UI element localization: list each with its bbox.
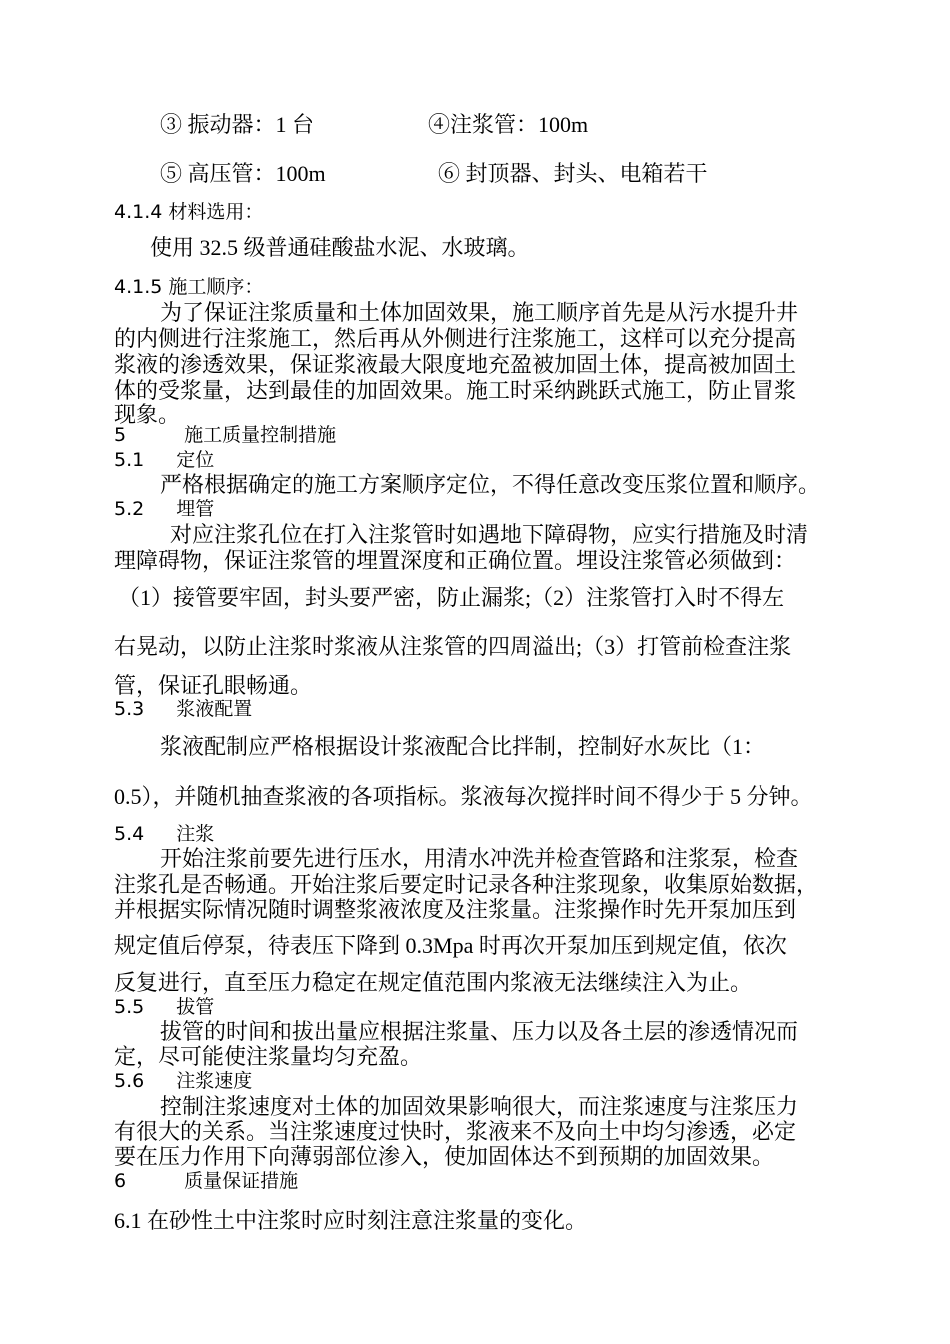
equipment-item-4: ④注浆管：100m — [428, 112, 589, 137]
section-title: 注浆速度 — [176, 1070, 253, 1092]
paragraph-line: 理障碍物，保证注浆管的埋置深度和正确位置。埋设注浆管必须做到： — [114, 548, 797, 573]
section-5-5-heading — [114, 998, 214, 1017]
paragraph-line: （1）接管要牢固，封头要严密，防止漏浆;（2）注浆管打入时不得左 — [118, 585, 785, 610]
section-5-2-heading — [114, 500, 214, 519]
paragraph-line: 并根据实际情况随时调整浆液浓度及注浆量。注浆操作时先开泵加压到 — [114, 897, 797, 922]
paragraph-line: 管，保证孔眼畅通。 — [114, 673, 313, 698]
section-title: 质量保证措施 — [184, 1170, 299, 1192]
section-title: 注浆 — [176, 823, 215, 845]
paragraph-line: 的内侧进行注浆施工，然后再从外侧进行注浆施工，这样可以充分提高 — [114, 326, 797, 351]
section-4-1-4-heading: 4.1.4 材料选用： — [114, 201, 264, 223]
paragraph-line: 为了保证注浆质量和土体加固效果，施工顺序首先是从污水提升井 — [160, 300, 799, 325]
paragraph-line: 0.5），并随机抽查浆液的各项指标。浆液每次搅拌时间不得少于 5 分钟。 — [114, 784, 813, 809]
section-6-heading — [114, 1172, 298, 1191]
section-number: 5.3 — [114, 698, 145, 720]
section-5-6-heading — [114, 1072, 252, 1091]
paragraph-line: 浆液配制应严格根据设计浆液配合比拌制，控制好水灰比（1： — [160, 734, 766, 759]
section-5-3-heading — [114, 700, 252, 719]
section-number: 5.5 — [114, 996, 145, 1018]
equipment-item-3: ③ 振动器：1 台 — [160, 112, 315, 137]
section-6-1-text: 6.1 在砂性土中注浆时应时刻注意注浆量的变化。 — [114, 1208, 588, 1233]
paragraph-line: 控制注浆速度对土体的加固效果影响很大，而注浆速度与注浆压力 — [160, 1094, 799, 1119]
section-number: 5.1 — [114, 449, 145, 471]
paragraph-line: 拔管的时间和拔出量应根据注浆量、压力以及各土层的渗透情况而 — [160, 1019, 799, 1044]
paragraph-line: 定，尽可能使注浆量均匀充盈。 — [114, 1044, 423, 1069]
paragraph-line: 规定值后停泵，待表压下降到 0.3Mpa 时再次开泵加压到规定值，依次 — [114, 933, 787, 958]
section-4-1-5-heading: 4.1.5 施工顺序： — [114, 276, 264, 298]
paragraph-line: 对应注浆孔位在打入注浆管时如遇地下障碍物，应实行措施及时清 — [170, 522, 809, 547]
equipment-item-6: ⑥ 封顶器、封头、电箱若干 — [438, 161, 708, 186]
section-number: 5.4 — [114, 823, 145, 845]
paragraph-line: 开始注浆前要先进行压水，用清水冲洗并检查管路和注浆泵，检查 — [160, 846, 799, 871]
section-number: 5 — [114, 424, 127, 446]
paragraph-line: 浆液的渗透效果，保证浆液最大限度地充盈被加固土体，提高被加固土 — [114, 352, 797, 377]
paragraph-line: 反复进行，直至压力稳定在规定值范围内浆液无法继续注入为止。 — [114, 970, 753, 995]
section-5-heading — [114, 426, 336, 445]
paragraph-line: 现象。 — [114, 402, 181, 427]
section-title: 施工质量控制措施 — [184, 424, 337, 446]
section-title: 定位 — [176, 449, 215, 471]
paragraph-line: 要在压力作用下向薄弱部位渗入，使加固体达不到预期的加固效果。 — [114, 1144, 775, 1169]
section-title: 埋管 — [176, 498, 215, 520]
section-title: 浆液配置 — [176, 698, 253, 720]
section-5-4-heading — [114, 825, 214, 844]
equipment-item-5: ⑤ 高压管：100m — [160, 161, 326, 186]
paragraph-line: 注浆孔是否畅通。开始注浆后要定时记录各种注浆现象，收集原始数据， — [114, 872, 819, 897]
section-5-1-heading — [114, 451, 214, 470]
paragraph-line: 有很大的关系。当注浆速度过快时，浆液来不及向土中均匀渗透，必定 — [114, 1119, 797, 1144]
section-number: 5.6 — [114, 1070, 145, 1092]
section-4-1-4-body: 使用 32.5 级普通硅酸盐水泥、水玻璃。 — [150, 235, 530, 260]
section-number: 5.2 — [114, 498, 145, 520]
paragraph-line: 严格根据确定的施工方案顺序定位，不得任意改变压浆位置和顺序。 — [160, 472, 821, 497]
section-number: 6 — [114, 1170, 127, 1192]
paragraph-line: 右晃动，以防止注浆时浆液从注浆管的四周溢出;（3）打管前检查注浆 — [114, 634, 792, 659]
paragraph-line: 体的受浆量，达到最佳的加固效果。施工时采纳跳跃式施工，防止冒浆 — [114, 378, 797, 403]
section-title: 拔管 — [176, 996, 215, 1018]
